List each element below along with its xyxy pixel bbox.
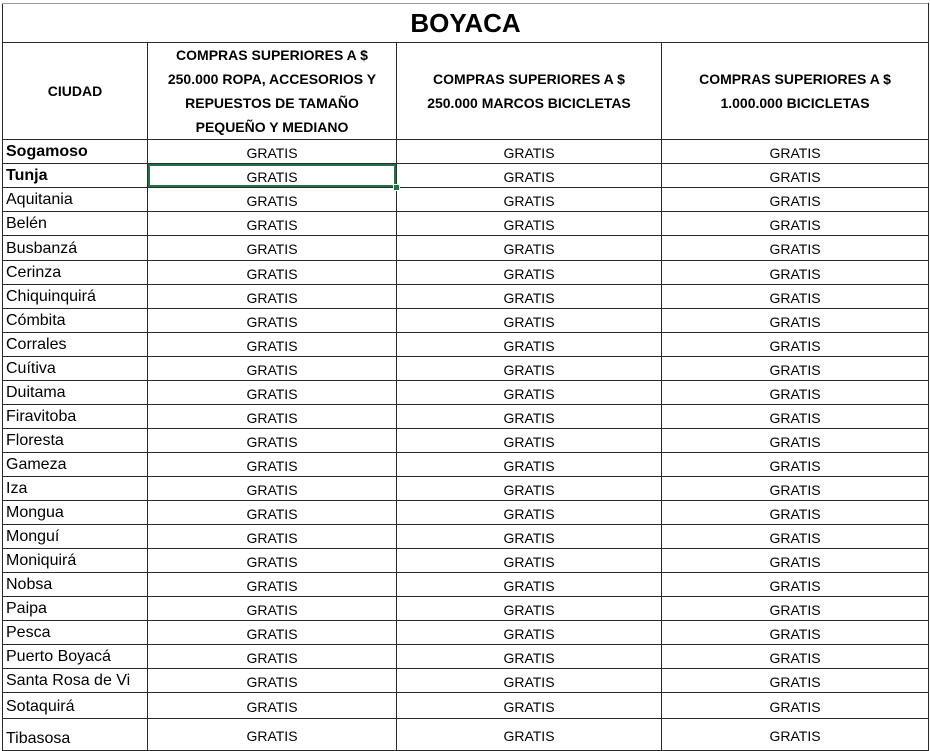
shipping-value-cell[interactable]: GRATIS <box>148 501 397 525</box>
table-row <box>3 693 929 719</box>
table-row <box>3 381 929 405</box>
shipping-value-cell[interactable]: GRATIS <box>397 477 662 501</box>
table-row <box>3 501 929 525</box>
shipping-value-cell[interactable]: GRATIS <box>662 477 929 501</box>
shipping-value-cell[interactable]: GRATIS <box>397 453 662 477</box>
table-row <box>3 525 929 549</box>
shipping-value-cell[interactable]: GRATIS <box>148 333 397 357</box>
city-cell[interactable]: Tibasosa <box>3 719 148 751</box>
shipping-value-cell[interactable]: GRATIS <box>148 645 397 669</box>
header-line: 1.000.000 BICICLETAS <box>720 95 870 111</box>
shipping-value-cell[interactable]: GRATIS <box>397 645 662 669</box>
shipping-value-cell[interactable]: GRATIS <box>148 453 397 477</box>
header-line: 250.000 ROPA, ACCESORIOS Y <box>167 71 377 87</box>
table-row <box>3 164 929 188</box>
shipping-value-cell[interactable]: GRATIS <box>397 381 662 405</box>
city-cell[interactable]: Sotaquirá <box>3 693 148 719</box>
title-row <box>3 4 929 43</box>
city-cell[interactable]: Cómbita <box>3 309 148 333</box>
shipping-value-cell[interactable]: GRATIS <box>662 645 929 669</box>
table-row <box>3 140 929 164</box>
shipping-value-cell[interactable]: GRATIS <box>662 573 929 597</box>
city-cell[interactable]: Cuítiva <box>3 357 148 381</box>
shipping-value-cell[interactable]: GRATIS <box>397 333 662 357</box>
header-line: PEQUEÑO Y MEDIANO <box>195 119 349 135</box>
shipping-value-cell[interactable]: GRATIS <box>148 621 397 645</box>
shipping-value-cell[interactable]: GRATIS <box>662 285 929 309</box>
shipping-value-cell[interactable]: GRATIS <box>148 261 397 285</box>
shipping-value-cell[interactable]: GRATIS <box>662 140 929 164</box>
table-row <box>3 405 929 429</box>
table-row <box>3 453 929 477</box>
shipping-value-cell[interactable]: GRATIS <box>397 261 662 285</box>
shipping-value-cell[interactable]: GRATIS <box>397 309 662 333</box>
table-row <box>3 309 929 333</box>
shipping-value-cell[interactable]: GRATIS <box>397 621 662 645</box>
table-row <box>3 261 929 285</box>
shipping-value-cell[interactable]: GRATIS <box>397 285 662 309</box>
header-bicycles[interactable] <box>662 43 929 140</box>
header-clothing-accessories[interactable] <box>148 43 397 140</box>
city-cell[interactable]: Pesca <box>3 621 148 645</box>
shipping-value-cell[interactable]: GRATIS <box>662 212 929 236</box>
table-row <box>3 549 929 573</box>
city-cell[interactable]: Busbanzá <box>3 236 148 261</box>
header-line: COMPRAS SUPERIORES A $ <box>433 71 625 87</box>
shipping-value-cell[interactable]: GRATIS <box>662 693 929 719</box>
city-cell[interactable]: Santa Rosa de Vi <box>3 669 148 693</box>
shipping-value-cell[interactable]: GRATIS <box>662 501 929 525</box>
city-cell[interactable]: Chiquinquirá <box>3 285 148 309</box>
shipping-value-cell[interactable]: GRATIS <box>397 549 662 573</box>
header-line: REPUESTOS DE TAMAÑO <box>185 95 359 111</box>
table-row <box>3 621 929 645</box>
shipping-value-cell[interactable]: GRATIS <box>148 573 397 597</box>
city-cell[interactable]: Firavitoba <box>3 405 148 429</box>
shipping-value-cell[interactable]: GRATIS <box>148 236 397 261</box>
shipping-value-cell[interactable]: GRATIS <box>148 669 397 693</box>
shipping-value-cell[interactable]: GRATIS <box>662 719 929 751</box>
table-row <box>3 285 929 309</box>
header-row <box>3 43 929 140</box>
table-row <box>3 597 929 621</box>
city-cell[interactable]: Belén <box>3 212 148 236</box>
city-cell[interactable]: Paipa <box>3 597 148 621</box>
shipping-value-cell[interactable]: GRATIS <box>662 261 929 285</box>
shipping-value-cell[interactable]: GRATIS <box>397 212 662 236</box>
city-cell[interactable]: Duitama <box>3 381 148 405</box>
table-row <box>3 477 929 501</box>
table-row <box>3 333 929 357</box>
shipping-value-cell[interactable]: GRATIS <box>148 140 397 164</box>
header-city[interactable] <box>3 43 148 140</box>
shipping-value-cell[interactable]: GRATIS <box>148 597 397 621</box>
shipping-value-cell[interactable]: GRATIS <box>397 693 662 719</box>
header-line: 250.000 MARCOS BICICLETAS <box>427 95 631 111</box>
shipping-value-cell[interactable]: GRATIS <box>148 429 397 453</box>
city-cell[interactable]: Puerto Boyacá <box>3 645 148 669</box>
shipping-value-cell[interactable]: GRATIS <box>397 140 662 164</box>
shipping-value-cell[interactable]: GRATIS <box>662 236 929 261</box>
shipping-value-cell[interactable]: GRATIS <box>662 333 929 357</box>
table-row <box>3 212 929 236</box>
city-cell[interactable]: Cerinza <box>3 261 148 285</box>
shipping-value-cell[interactable]: GRATIS <box>662 621 929 645</box>
shipping-value-cell[interactable]: GRATIS <box>397 405 662 429</box>
shipping-value-cell[interactable]: GRATIS <box>148 212 397 236</box>
shipping-value-cell[interactable]: GRATIS <box>662 405 929 429</box>
city-cell[interactable]: Sogamoso <box>3 140 148 164</box>
header-line: COMPRAS SUPERIORES A $ <box>699 71 891 87</box>
city-cell[interactable]: Corrales <box>3 333 148 357</box>
shipping-value-cell[interactable]: GRATIS <box>148 477 397 501</box>
table-row <box>3 236 929 261</box>
shipping-value-cell[interactable]: GRATIS <box>148 188 397 212</box>
shipping-value-cell[interactable]: GRATIS <box>148 719 397 751</box>
city-cell[interactable]: Moniquirá <box>3 549 148 573</box>
shipping-value-cell[interactable]: GRATIS <box>397 164 662 188</box>
sheet-title[interactable]: BOYACA <box>3 4 929 43</box>
header-bicycle-frames[interactable] <box>397 43 662 140</box>
shipping-value-cell[interactable]: GRATIS <box>148 357 397 381</box>
shipping-value-cell[interactable]: GRATIS <box>662 357 929 381</box>
table-row <box>3 429 929 453</box>
city-cell[interactable]: Gameza <box>3 453 148 477</box>
table-row <box>3 669 929 693</box>
table-row <box>3 357 929 381</box>
table-row <box>3 645 929 669</box>
shipping-value-cell[interactable]: GRATIS <box>148 405 397 429</box>
city-cell[interactable]: Aquitania <box>3 188 148 212</box>
shipping-value-cell[interactable]: GRATIS <box>662 549 929 573</box>
shipping-value-cell[interactable]: GRATIS <box>148 381 397 405</box>
header-line: CIUDAD <box>47 83 103 99</box>
city-cell[interactable]: Tunja <box>3 164 148 188</box>
shipping-value-cell[interactable]: GRATIS <box>397 597 662 621</box>
shipping-value-cell[interactable]: GRATIS <box>397 573 662 597</box>
city-cell[interactable]: Iza <box>3 477 148 501</box>
table-row <box>3 188 929 212</box>
table-row <box>3 719 929 751</box>
shipping-value-cell[interactable]: GRATIS <box>397 501 662 525</box>
table-row <box>3 573 929 597</box>
shipping-value-cell[interactable]: GRATIS <box>148 525 397 549</box>
shipping-value-cell[interactable]: GRATIS <box>148 693 397 719</box>
shipping-value-cell[interactable]: GRATIS <box>148 285 397 309</box>
header-line: COMPRAS SUPERIORES A $ <box>176 47 368 63</box>
shipping-value-cell[interactable]: GRATIS <box>148 164 397 188</box>
shipping-value-cell[interactable]: GRATIS <box>662 597 929 621</box>
shipping-value-cell[interactable]: GRATIS <box>397 188 662 212</box>
city-cell[interactable]: Nobsa <box>3 573 148 597</box>
city-cell[interactable]: Floresta <box>3 429 148 453</box>
shipping-value-cell[interactable]: GRATIS <box>397 429 662 453</box>
shipping-value-cell[interactable]: GRATIS <box>662 188 929 212</box>
shipping-value-cell[interactable]: GRATIS <box>662 453 929 477</box>
shipping-value-cell[interactable]: GRATIS <box>662 525 929 549</box>
shipping-value-cell[interactable]: GRATIS <box>662 309 929 333</box>
table-body <box>3 140 929 751</box>
shipping-value-cell[interactable]: GRATIS <box>397 357 662 381</box>
shipping-value-cell[interactable]: GRATIS <box>662 429 929 453</box>
city-cell[interactable]: Monguí <box>3 525 148 549</box>
shipping-value-cell[interactable]: GRATIS <box>397 525 662 549</box>
shipping-value-cell[interactable]: GRATIS <box>397 669 662 693</box>
city-cell[interactable]: Mongua <box>3 501 148 525</box>
shipping-value-cell[interactable]: GRATIS <box>148 549 397 573</box>
shipping-value-cell[interactable]: GRATIS <box>662 381 929 405</box>
shipping-cost-table <box>2 3 929 751</box>
shipping-value-cell[interactable]: GRATIS <box>662 669 929 693</box>
shipping-value-cell[interactable]: GRATIS <box>397 236 662 261</box>
shipping-value-cell[interactable]: GRATIS <box>662 164 929 188</box>
shipping-value-cell[interactable]: GRATIS <box>397 719 662 751</box>
shipping-value-cell[interactable]: GRATIS <box>148 309 397 333</box>
